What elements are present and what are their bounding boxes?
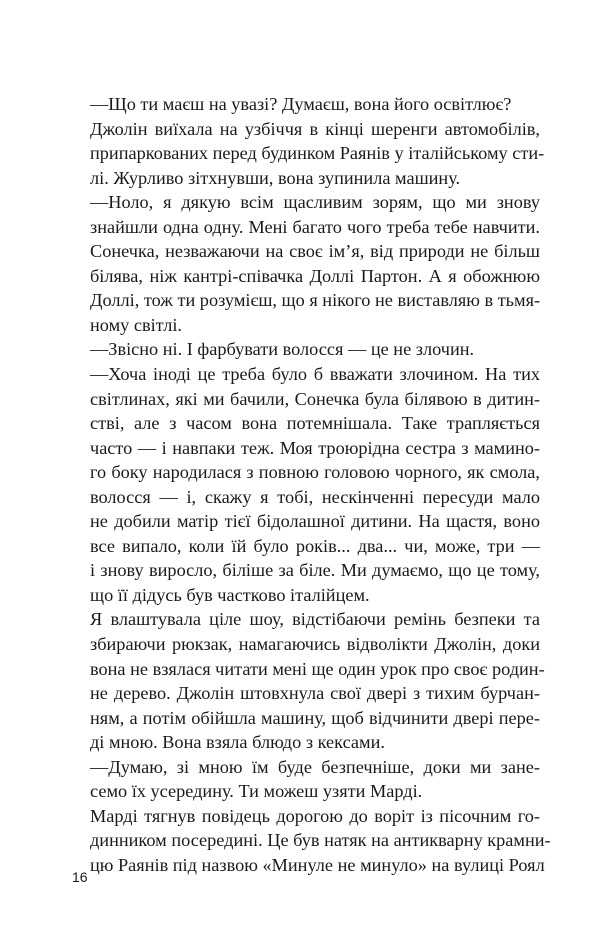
text-line: не добили матір тієї бідолашної дитини. На щастя, воно bbox=[90, 511, 540, 532]
paragraph bbox=[74, 190, 540, 337]
text-line: припаркованих перед будинком Раянів у італійському сти- bbox=[90, 143, 545, 164]
text-line: динником посередині. Це був натяк на антикварну крамни- bbox=[90, 830, 551, 851]
text-line: волосся — і, скажу я тобі, нескінченні пересуди мало bbox=[90, 486, 540, 507]
text-line: не дерево. Джолін штовхнула свої двері з тихим бурчан- bbox=[90, 683, 540, 704]
text-line: часто — і навпаки теж. Моя троюрідна сестра з мамино- bbox=[90, 437, 540, 458]
text-line: —Що ти маєш на увазі? Думаєш, вона його освітлює? bbox=[90, 94, 512, 114]
text-line: світлинах, які ми бачили, Сонечка була білявою в дитин- bbox=[90, 388, 540, 409]
text-line: Джолін виїхала на узбіччя в кінці шеренги автомобілів, bbox=[90, 118, 540, 139]
text-line: збираючи рюкзак, намагаючись відволікти Джолін, доки bbox=[90, 634, 540, 655]
text-line: ням, а потім обійшла машину, щоб відчинити двері пере- bbox=[90, 707, 540, 728]
text-line: ному світлі. bbox=[90, 314, 182, 335]
text-line: вона не взялася читати мені ще один урок про своє родин- bbox=[90, 658, 545, 679]
paragraph bbox=[74, 337, 540, 362]
page-number: 16 bbox=[72, 869, 88, 885]
paragraph bbox=[74, 92, 540, 117]
paragraph bbox=[74, 362, 540, 607]
text-line: —Думаю, зі мною їм буде безпечніше, доки ми зане- bbox=[90, 756, 540, 777]
paragraph bbox=[74, 804, 551, 878]
text-line: —Звісно ні. І фарбувати волосся — це не злочин. bbox=[90, 339, 475, 360]
text-line: го боку народилася з повною головою чорного, як смола, bbox=[90, 462, 540, 483]
text-line: стві, але з часом вона потемнішала. Таке трапляється bbox=[90, 413, 540, 434]
text-line: все випало, коли їй було років... два... чи, може, три — bbox=[90, 535, 540, 556]
text-line: Марді тягнув повідець дорогою до воріт із пісочним го- bbox=[90, 805, 540, 826]
text-line: Сонечка, незважаючи на своє ім’я, від природи не більш bbox=[90, 241, 540, 262]
paragraph bbox=[74, 117, 545, 191]
page-body bbox=[74, 92, 551, 878]
text-line: Доллі, тож ти розумієш, що я нікого не виставляю в тьмя- bbox=[90, 290, 541, 311]
text-line: знайшли одна одну. Мені багато чого треба тебе навчити. bbox=[90, 216, 540, 237]
text-line: лі. Журливо зітхнувши, вона зупинила машину. bbox=[90, 167, 461, 188]
text-line: цю Раянів під назвою «Минуле не минуло» на вулиці Роял bbox=[90, 854, 545, 875]
text-line: Я влаштувала цілe шоу, відстібаючи ремінь безпеки та bbox=[90, 609, 540, 630]
text-line: семо їх усередину. Ти можеш узяти Марді. bbox=[90, 781, 423, 802]
text-line: що її дідусь був частково італійцем. bbox=[90, 584, 370, 605]
text-line: і знову виросло, біліше за біле. Ми думаємо, що це тому, bbox=[90, 560, 540, 581]
text-line: білява, ніж кантрі-співачка Доллі Партон. А я обожнюю bbox=[90, 265, 540, 286]
paragraph bbox=[74, 755, 540, 804]
text-line: —Ноло, я дякую всім щасливим зорям, що ми знову bbox=[90, 192, 540, 213]
text-line: ді мною. Вона взяла блюдо з кексами. bbox=[90, 732, 385, 753]
text-line: —Хоча іноді це треба було б вважати злочином. На тих bbox=[90, 364, 540, 385]
paragraph bbox=[74, 607, 545, 754]
